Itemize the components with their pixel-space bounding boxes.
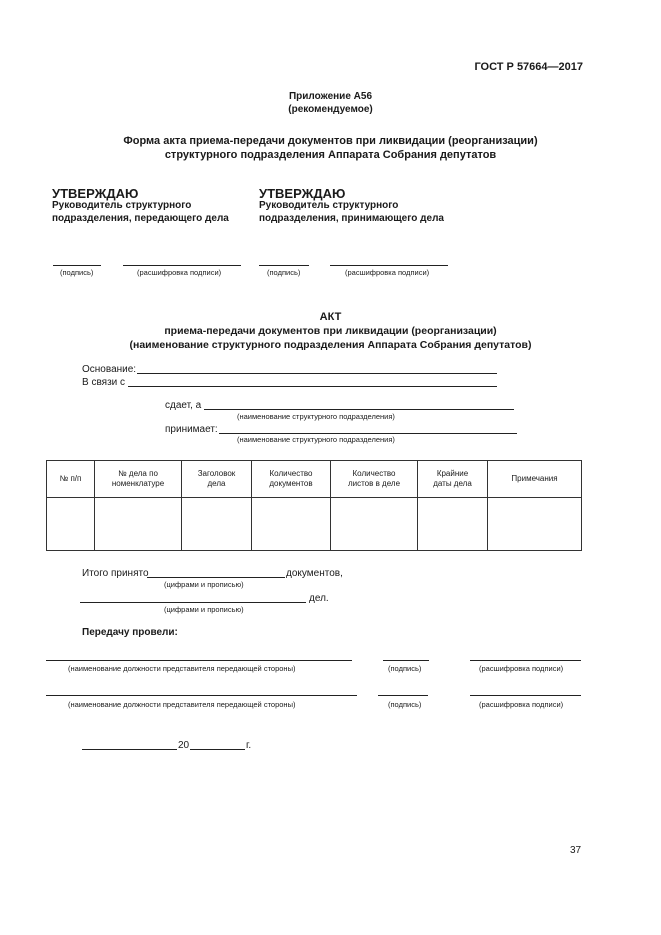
approve-right-decode-label: (расшифровка подписи)	[345, 268, 430, 277]
approve-left-sig-label: (подпись)	[60, 268, 94, 277]
approve-left-decode-label: (расшифровка подписи)	[137, 268, 222, 277]
approve-right-line2: подразделения, принимающего дела	[259, 213, 444, 224]
appendix-title: Приложение А56	[288, 91, 373, 102]
col-header-doc-count: Количество документов	[252, 461, 331, 498]
col-header-case-title: Заголовок дела	[182, 461, 252, 498]
table-cell[interactable]	[182, 498, 252, 551]
accepted-suffix: документов,	[286, 568, 343, 579]
transfer-sig-hint-1: (подпись)	[388, 664, 422, 673]
approve-right-sig-label: (подпись)	[267, 268, 301, 277]
table-cell[interactable]	[488, 498, 582, 551]
approve-left-signature-line[interactable]	[53, 265, 101, 266]
receives-label: принимает:	[165, 424, 218, 435]
basis-field[interactable]	[137, 373, 497, 374]
accepted-hint: (цифрами и прописью)	[164, 580, 244, 589]
approve-right-signature-line[interactable]	[259, 265, 309, 266]
table-cell[interactable]	[252, 498, 331, 551]
table-cell[interactable]	[418, 498, 488, 551]
standard-code: ГОСТ Р 57664—2017	[474, 61, 583, 73]
approve-left-line1: Руководитель структурного	[52, 200, 192, 211]
in-connection-label: В связи с	[82, 377, 126, 388]
col-header-notes: Примечания	[488, 461, 582, 498]
in-connection-field[interactable]	[128, 386, 497, 387]
transfer-decode-line-1[interactable]	[470, 660, 581, 661]
basis-label: Основание:	[82, 364, 137, 375]
cases-field[interactable]	[80, 602, 306, 603]
table-row	[47, 498, 582, 551]
transfer-signature-line-2[interactable]	[378, 695, 428, 696]
hands-over-field[interactable]	[204, 409, 514, 410]
cases-suffix: дел.	[309, 593, 329, 604]
transfer-signature-line-1[interactable]	[383, 660, 429, 661]
date-day-month-field[interactable]	[82, 749, 177, 750]
date-year-suffix: г.	[246, 740, 252, 751]
documents-table	[46, 460, 582, 551]
date-year-field[interactable]	[190, 749, 245, 750]
table-cell[interactable]	[95, 498, 182, 551]
page-number: 37	[570, 845, 582, 856]
transfer-position-line-2[interactable]	[46, 695, 357, 696]
approve-right-title: УТВЕРЖДАЮ	[259, 186, 346, 201]
accepted-prefix: Итого принято	[82, 568, 149, 579]
approve-left-line2: подразделения, передающего дела	[52, 213, 229, 224]
table-cell[interactable]	[47, 498, 95, 551]
transfer-decode-line-2[interactable]	[470, 695, 581, 696]
act-subtitle-line1: приема-передачи документов при ликвидации (реорганизации)	[164, 325, 497, 337]
cases-hint: (цифрами и прописью)	[164, 605, 244, 614]
act-title: АКТ	[319, 311, 342, 323]
accepted-documents-field[interactable]	[147, 577, 285, 578]
transfer-sig-hint-2: (подпись)	[388, 700, 422, 709]
hands-over-label: сдает, а	[165, 400, 202, 411]
date-year-prefix: 20	[178, 740, 190, 751]
approve-right-line1: Руководитель структурного	[259, 200, 399, 211]
act-subtitle-line2: (наименование структурного подразделения Аппарата Собрания депутатов)	[129, 339, 532, 351]
appendix-note: (рекомендуемое)	[288, 104, 373, 115]
approve-right-decode-line[interactable]	[330, 265, 448, 266]
transfer-decode-hint-1: (расшифровка подписи)	[479, 664, 564, 673]
col-header-sheet-count: Количество листов в деле	[331, 461, 418, 498]
transfer-decode-hint-2: (расшифровка подписи)	[479, 700, 564, 709]
transfer-title: Передачу провели:	[82, 627, 178, 638]
hands-over-hint: (наименование структурного подразделения)	[237, 412, 395, 421]
col-header-case-number: № дела по номенклатуре	[95, 461, 182, 498]
transfer-position-hint-2: (наименование должности представителя передающей стороны)	[68, 700, 296, 709]
receives-field[interactable]	[219, 433, 517, 434]
approve-left-title: УТВЕРЖДАЮ	[52, 186, 139, 201]
col-header-dates: Крайние даты дела	[418, 461, 488, 498]
approve-left-decode-line[interactable]	[123, 265, 241, 266]
col-header-number: № п/п	[47, 461, 95, 498]
table-header-row	[47, 461, 582, 498]
table-cell[interactable]	[331, 498, 418, 551]
form-title-line1: Форма акта приема-передачи документов при ликвидации (реорганизации)	[123, 135, 538, 147]
receives-hint: (наименование структурного подразделения)	[237, 435, 395, 444]
transfer-position-line-1[interactable]	[46, 660, 352, 661]
transfer-position-hint-1: (наименование должности представителя передающей стороны)	[68, 664, 296, 673]
form-title-line2: структурного подразделения Аппарата Собрания депутатов	[164, 149, 497, 161]
